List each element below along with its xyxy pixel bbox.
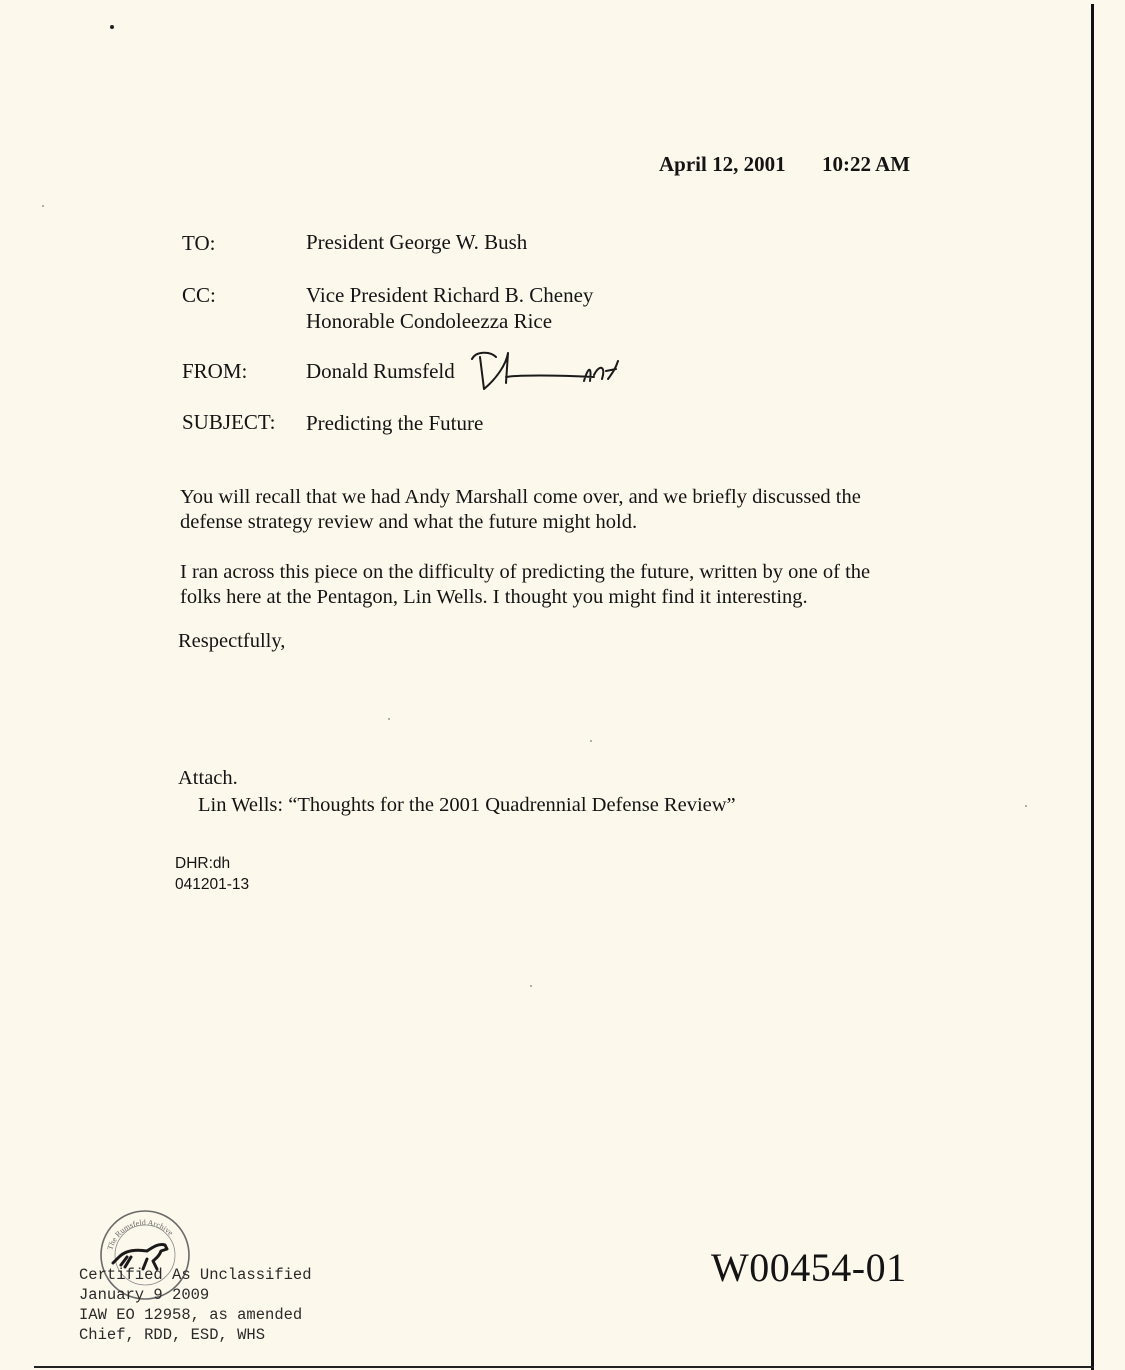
attachment-label: Attach. xyxy=(178,767,238,789)
seal-text: The Rumsfeld Archive xyxy=(105,1217,176,1252)
from-sender: Donald Rumsfeld xyxy=(306,359,455,383)
handwritten-signature xyxy=(466,345,626,393)
bottom-margin-rule xyxy=(34,1366,1094,1368)
memo-date: April 12, 2001 xyxy=(659,152,786,176)
initials: DHR:dh xyxy=(175,855,231,872)
scan-dot xyxy=(110,25,114,29)
scan-speck xyxy=(590,740,592,742)
scan-speck xyxy=(42,205,44,207)
body-paragraph: You will recall that we had Andy Marshall come over, and we briefly discussed the defense strategy review and what the future might hold. xyxy=(180,486,861,533)
body-paragraph: I ran across this piece on the difficulty of predicting the future, written by one of the folks here at the Pentagon, Lin Wells. I thought you might find it interesting. xyxy=(180,561,871,608)
cert-line: January 9 2009 xyxy=(79,1286,210,1304)
scan-speck xyxy=(1025,805,1027,807)
right-margin-rule xyxy=(1091,4,1094,1370)
cc-recipient: Vice President Richard B. Cheney xyxy=(306,283,594,307)
closing: Respectfully, xyxy=(178,630,286,652)
attachment-item: Lin Wells: “Thoughts for the 2001 Quadrennial Defense Review” xyxy=(198,794,736,816)
scan-speck xyxy=(530,985,532,987)
to-recipient: President George W. Bush xyxy=(306,230,528,254)
certification-block xyxy=(79,1265,312,1345)
cert-line: Chief, RDD, ESD, WHS xyxy=(79,1326,266,1344)
cc-label: CC: xyxy=(182,283,216,307)
scan-speck xyxy=(388,718,390,720)
subject-text: Predicting the Future xyxy=(306,411,484,435)
to-label: TO: xyxy=(182,231,216,255)
subject-label: SUBJECT: xyxy=(182,410,276,434)
cc-recipient: Honorable Condoleezza Rice xyxy=(306,309,553,333)
document-number: W00454-01 xyxy=(711,1245,907,1290)
cert-line: IAW EO 12958, as amended xyxy=(79,1306,303,1324)
cert-line: Certified As Unclassified xyxy=(79,1266,312,1284)
reference-code: 041201-13 xyxy=(175,876,250,893)
memo-time: 10:22 AM xyxy=(822,152,911,176)
from-label: FROM: xyxy=(182,359,248,383)
